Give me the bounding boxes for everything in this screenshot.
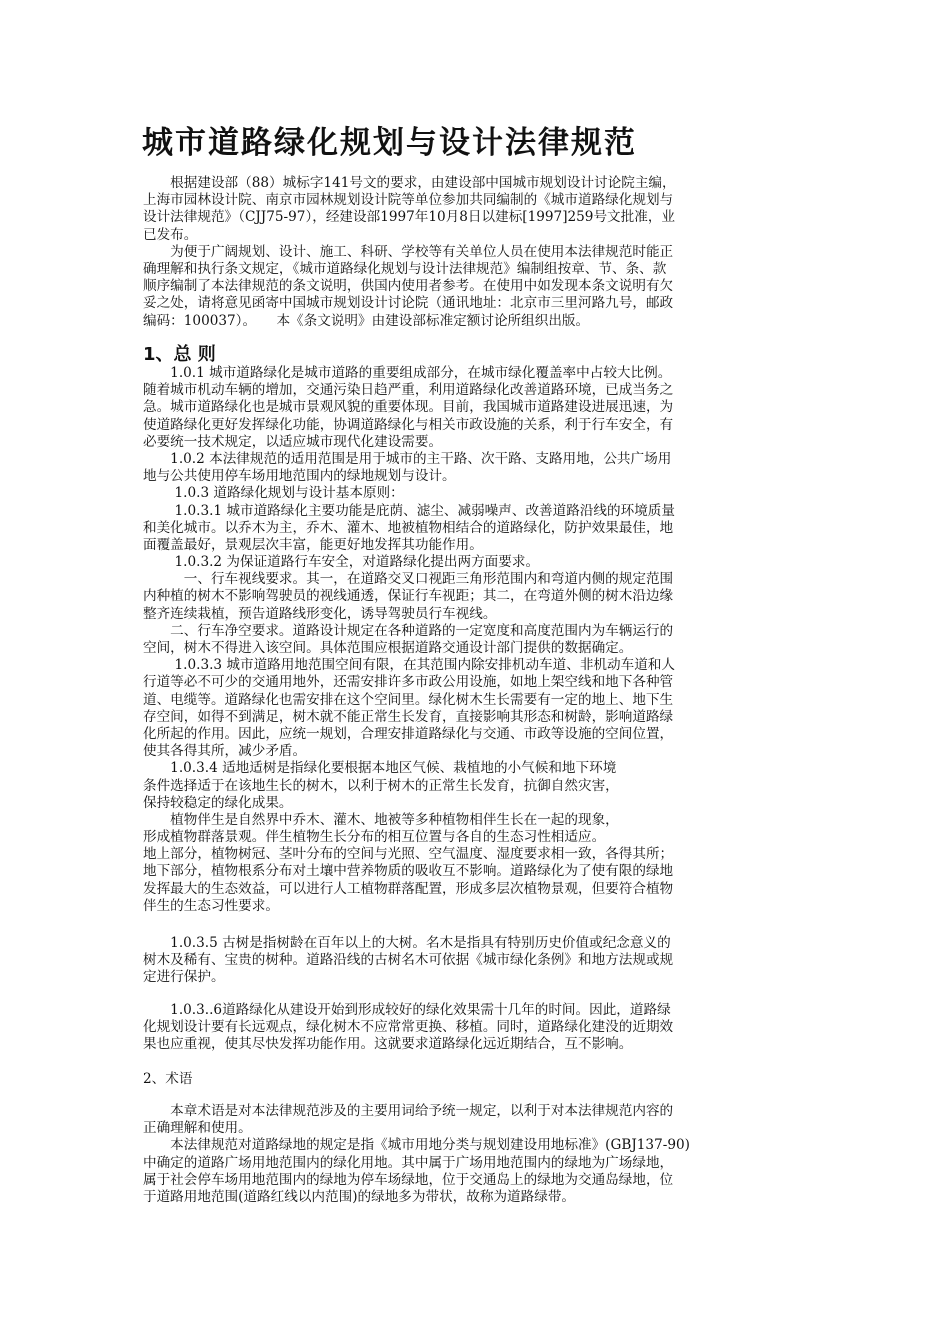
section-general-body: [143, 365, 808, 915]
text-line: 顺序编制了本法律规范的条文说明，供国内使用者参考。在使用中如发现本条文说明有欠: [143, 278, 674, 295]
text-line: 1.0.3.1 城市道路绿化主要功能是庇荫、滤尘、减弱噪声、改善道路沿线的环境质量: [143, 502, 675, 519]
text-line: 整齐连续栽植，预告道路线形变化，诱导驾驶员行车视线。: [143, 605, 497, 622]
text-line: 已发布。: [143, 226, 198, 243]
section-terms-body: [143, 1103, 808, 1206]
intro-paragraphs: [143, 175, 808, 330]
text-line: 1.0.3.2 为保证道路行车安全，对道路绿化提出两方面要求。: [143, 554, 540, 571]
paragraph-1036: [143, 1002, 808, 1054]
text-line: 地下部分，植物根系分布对土壤中营养物质的吸收互不影响。道路绿化为了使有限的绿地: [143, 863, 674, 880]
text-line: 空间，树木不得进入该空间。具体范围应根据道路交通设计部门提供的数据确定。: [143, 640, 633, 656]
text-line: 根据建设部（88）城标字141号文的要求，由建设部中国城市规划设计讨论院主编，: [143, 175, 676, 191]
text-line: 1.0.3.5 古树是指树龄在百年以上的大树。名木是指具有特别历史价值或纪念意义的: [143, 935, 671, 951]
section-heading-general: 1、总 则: [143, 344, 216, 365]
text-line: 妥之处，请将意见函寄中国城市规划设计讨论院（通讯地址：北京市三里河路九号，邮政: [143, 295, 674, 312]
text-line: 发挥最大的生态效益，可以进行人工植物群落配置，形成多层次植物景观，但要符合植物: [143, 880, 674, 897]
text-line: 道、电缆等。道路绿化也需安排在这个空间里。绿化树木生长需要有一定的地上、地下生: [143, 691, 674, 708]
text-line: 使道路绿化更好发挥绿化功能，协调道路绿化与相关市政设施的关系，利于行车安全，有: [143, 416, 674, 433]
text-line: 本章术语是对本法律规范涉及的主要用词给予统一规定，以利于对本法律规范内容的: [143, 1103, 674, 1119]
text-line: 行道等必不可少的交通用地外，还需安排许多市政公用设施，如地上架空线和地下各种管: [143, 674, 674, 691]
text-line: 必要统一技术规定，以适应城市现代化建设需要。: [143, 433, 443, 450]
text-line: 设计法律规范》（CJJ75-97），经建设部1997年10月8日以建标[1997]259号文批准，业: [143, 209, 676, 226]
text-line: 化所起的作用。因此，应统一规划，合理安排道路绿化与交通、市政等设施的空间位置，: [143, 725, 674, 742]
text-line: 1.0.3.4 适地适树是指绿化要根据本地区气候、栽植地的小气候和地下环境: [143, 760, 617, 777]
section-heading-terms: 2、术语: [143, 1071, 193, 1087]
text-line: 果也应重视，使其尽快发挥功能作用。这就要求道路绿化远近期结合，互不影响。: [143, 1036, 633, 1053]
text-line: 属于社会停车场用地范围内的绿地为停车场绿地，位于交通岛上的绿地为交通岛绿地，位: [143, 1171, 674, 1188]
text-line: 化规划设计要有长远观点，绿化树木不应常常更换、移植。同时，道路绿化建没的近期效: [143, 1019, 674, 1036]
text-line: 编码：100037）。 本《条文说明》由建设部标准定额讨论所组织出版。: [143, 312, 590, 329]
text-line: 随着城市机动车辆的增加，交通污染日趋严重，利用道路绿化改善道路环境，已成当务之: [143, 382, 674, 399]
text-line: 二、行车净空要求。道路设计规定在各种道路的一定宽度和高度范围内为车辆运行的: [143, 622, 674, 639]
text-line: 1.0.3.3 城市道路用地范围空间有限，在其范围内除安排机动车道、非机动车道和人: [143, 657, 675, 674]
text-line: 形成植物群落景观。伴生植物生长分布的相互位置与各自的生态习性相适应。: [143, 829, 606, 846]
paragraph-1035: [143, 935, 808, 987]
text-line: 存空间，如得不到满足，树木就不能正常生长发育，直接影响其形态和树龄，影响道路绿: [143, 708, 674, 725]
text-line: 伴生的生态习性要求。: [143, 897, 279, 914]
text-line: 急。城市道路绿化也是城市景观风貌的重要体现。目前，我国城市道路建设进展迅速，为: [143, 399, 674, 416]
text-line: 面覆盖最好，景观层次丰富，能更好地发挥其功能作用。: [143, 536, 483, 553]
text-line: 于道路用地范围(道路红线以内范围)的绿地多为带状，故称为道路绿带。: [143, 1188, 576, 1205]
text-line: 1.0.3..6道路绿化从建设开始到形成较好的绿化效果需十几年的时间。因此，道路绿: [143, 1002, 671, 1018]
text-line: 一、行车视线要求。其一，在道路交叉口视距三角形范围内和弯道内侧的规定范围: [143, 571, 674, 588]
text-line: 1.0.2 本法律规范的适用范围是用于城市的主干路、次干路、支路用地，公共广场用: [143, 450, 672, 467]
text-line: 中确定的道路广场用地范围内的绿化用地。其中属于广场用地范围内的绿地为广场绿地，: [143, 1154, 674, 1171]
text-line: 上海市园林设计院、南京市园林规划设计院等单位参加共同编制的《城市道路绿化规划与: [143, 192, 674, 209]
text-line: 正确理解和使用。: [143, 1120, 252, 1137]
text-line: 为便于广阔规划、设计、施工、科研、学校等有关单位人员在使用本法律规范时能正: [143, 243, 674, 260]
text-line: 定进行保护。: [143, 969, 225, 986]
text-line: 确理解和执行条文规定，《城市道路绿化规划与设计法律规范》编制组按章、节、条、款: [143, 260, 667, 277]
text-line: 本法律规范对道路绿地的规定是指《城市用地分类与规划建设用地标准》(GBJ137-90): [143, 1137, 690, 1154]
text-line: 1.0.3 道路绿化规划与设计基本原则：: [143, 485, 404, 502]
text-line: 植物伴生是自然界中乔木、灌木、地被等多种植物相伴生长在一起的现象，: [143, 811, 619, 828]
text-line: 地上部分，植物树冠、茎叶分布的空间与光照、空气温度、湿度要求相一致，各得其所；: [143, 846, 674, 863]
text-line: 1.0.1 城市道路绿化是城市道路的重要组成部分，在城市绿化覆盖率中占较大比例。: [143, 365, 672, 381]
document-title: 城市道路绿化规划与设计法律规范: [142, 125, 637, 161]
text-line: 内种植的树木不影响驾驶员的视线通透，保证行车视距；其二，在弯道外侧的树木沿边缘: [143, 588, 674, 605]
text-line: 使其各得其所，减少矛盾。: [143, 743, 307, 760]
text-line: 地与公共使用停车场用地范围内的绿地规划与设计。: [143, 468, 456, 485]
text-line: 条件选择适于在该地生长的树木，以利于树木的正常生长发育，抗御自然灾害，: [143, 777, 619, 794]
text-line: 保持较稳定的绿化成果。: [143, 794, 293, 811]
text-line: 和美化城市。以乔木为主，乔木、灌木、地被植物相结合的道路绿化，防护效果最佳，地: [143, 519, 674, 536]
text-line: 树木及稀有、宝贵的树种。道路沿线的古树名木可依据《城市绿化条例》和地方法规或规: [143, 952, 674, 969]
